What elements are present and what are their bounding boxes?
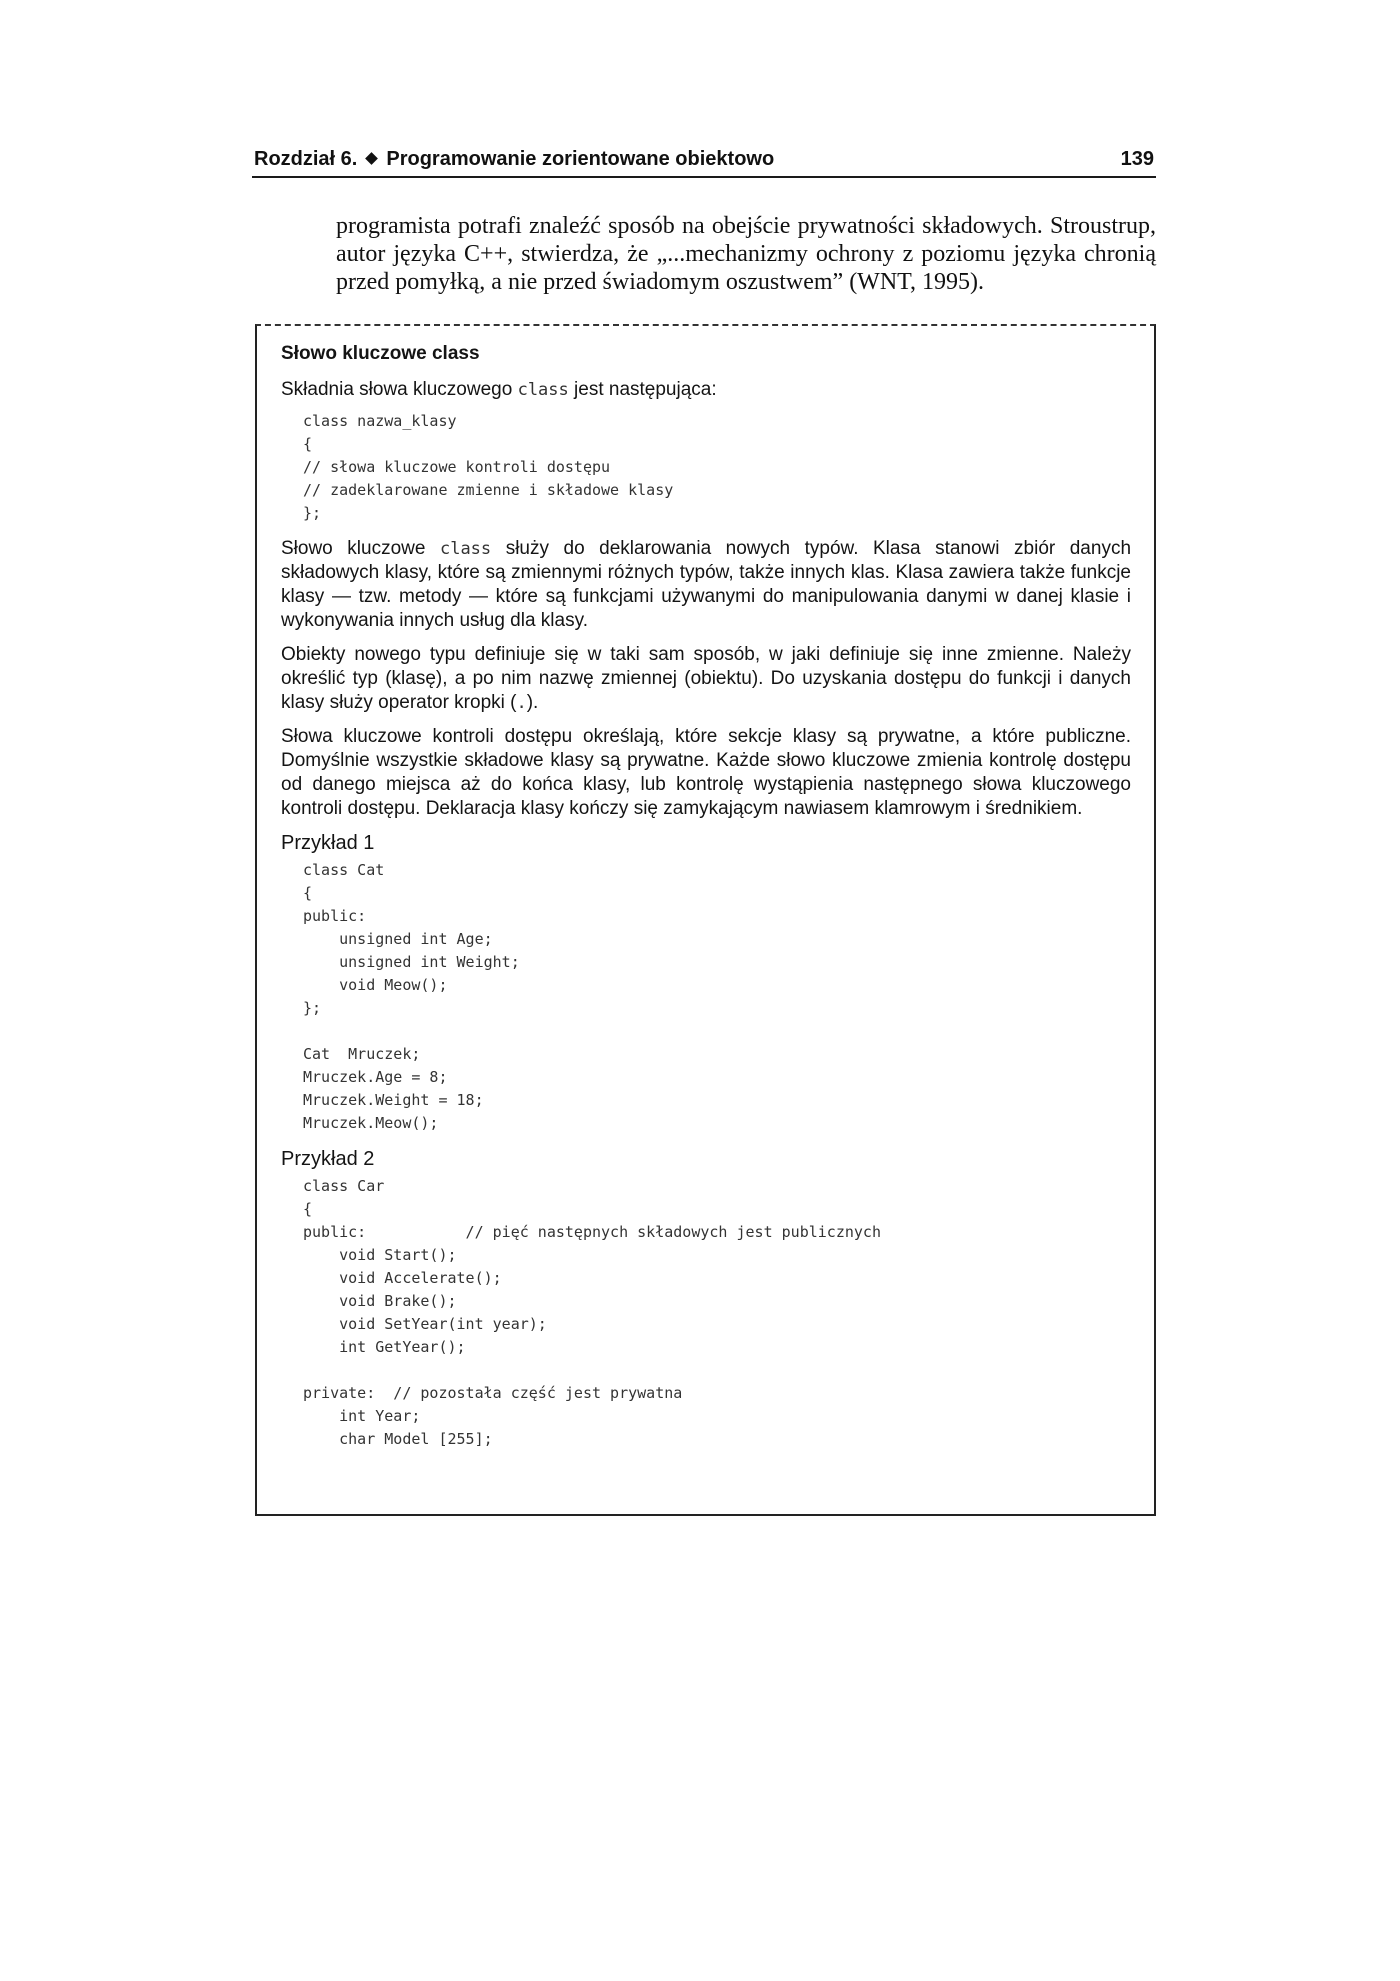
header-left bbox=[254, 148, 774, 171]
intro-paragraph bbox=[336, 212, 1156, 296]
diamond-icon bbox=[365, 152, 378, 165]
p2-inline-code: . bbox=[516, 693, 527, 713]
p2-tail: ). bbox=[526, 692, 539, 713]
class-description-paragraph bbox=[281, 537, 1131, 633]
running-header bbox=[252, 146, 1156, 178]
syntax-lead: Składnia słowa kluczowego bbox=[281, 379, 518, 400]
intro-text: programista potrafi znaleźć sposób na obejście prywatności składowych. Stroustrup, autor języka C++, stwierdza, że „...mechanizmy ochrony z poziomu języka chronią przed pomyłką, a nie przed świadomym oszustwem” (WNT, 1995). bbox=[336, 213, 1156, 295]
page-number: 139 bbox=[1120, 148, 1154, 170]
syntax-inline-code: class bbox=[517, 380, 569, 400]
syntax-intro bbox=[281, 378, 1131, 402]
example1-label: Przykład 1 bbox=[281, 832, 375, 854]
p1-lead: Słowo kluczowe bbox=[281, 538, 440, 559]
example1-listing: class Cat { public: unsigned int Age; unsigned int Weight; void Meow(); }; Cat Mruczek; Mruczek.Age = 8; Mruczek.Weight = 18; Mruczek.Meow(); bbox=[303, 861, 520, 1132]
box-title: Słowo kluczowe class bbox=[281, 343, 480, 364]
objects-paragraph bbox=[281, 643, 1131, 715]
syntax-listing: class nazwa_klasy { // słowa kluczowe kontroli dostępu // zadeklarowane zmienne i składowe klasy }; bbox=[303, 412, 674, 522]
chapter-title: Programowanie zorientowane obiektowo bbox=[386, 148, 775, 170]
access-control-paragraph: Słowa kluczowe kontroli dostępu określają, które sekcje klasy są prywatne, a które publiczne. Domyślnie wszystkie składowe klasy są prywatne. Każde słowo kluczowe zmienia kontrolę dostępu od danego miejsca aż do końca klasy, lub kontrolę wystąpienia następnego słowa kluczowego kontroli dostępu. Deklaracja klasy kończy się zamykającym nawiasem klamrowym i średnikiem. bbox=[281, 726, 1131, 819]
p1-tail: służy do deklarowania nowych typów. Klasa stanowi zbiór danych składowych klasy, które są zmiennymi różnych typów, także innych klas. Klasa zawiera także funkcje klasy — tzw. metody — które są funkcjami używanymi do manipulowania danymi w danej klasie i wykonywania innych usług dla klasy. bbox=[281, 538, 1132, 631]
example2-listing: class Car { public: // pięć następnych składowych jest publicznych void Start(); void Accelerate(); void Brake(); void SetYear(int year); int GetYear(); private: // pozostała część jest prywatna int Year; char Model [255]; bbox=[303, 1177, 881, 1448]
keyword-sidebar-box bbox=[255, 324, 1156, 1516]
chapter-label: Rozdział 6. bbox=[254, 148, 358, 170]
syntax-tail: jest następująca: bbox=[568, 379, 717, 400]
p2-lead: Obiekty nowego typu definiuje się w taki sam sposób, w jaki definiuje się inne zmienne. Należy określić typ (klasę), a po nim nazwę zmiennej (obiektu). Do uzyskania dostępu do funkcji i danych klasy służy operator kropki ( bbox=[281, 644, 1131, 713]
box-content bbox=[281, 342, 1131, 1463]
example2-label: Przykład 2 bbox=[281, 1148, 375, 1170]
p1-inline-code: class bbox=[439, 539, 492, 559]
